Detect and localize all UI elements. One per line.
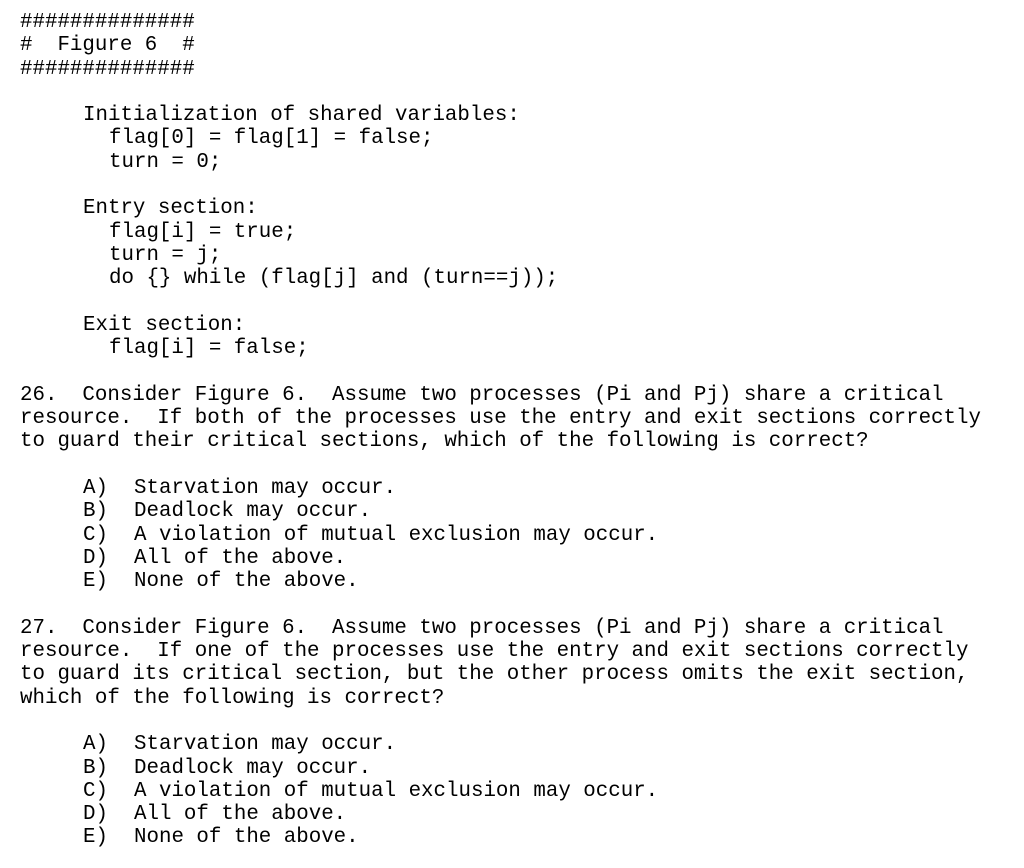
question-text: resource. If both of the processes use the entry and exit sections correctly xyxy=(20,407,981,431)
option-letter: D) xyxy=(83,803,108,827)
option-letter: E) xyxy=(83,570,108,594)
code-line: do {} while (flag[j] and (turn==j)); xyxy=(109,267,559,291)
figure-header-border-top: ############## xyxy=(20,11,195,34)
option-text: Deadlock may occur. xyxy=(134,500,372,524)
option-letter: B) xyxy=(83,756,108,780)
answer-option xyxy=(20,524,1024,547)
answer-option xyxy=(20,826,1024,849)
option-text: A violation of mutual exclusion may occur. xyxy=(134,523,659,547)
question-27 xyxy=(20,617,1024,850)
option-text: Starvation may occur. xyxy=(134,476,397,500)
init-heading: Initialization of shared variables: xyxy=(83,104,520,128)
option-text: Starvation may occur. xyxy=(134,733,397,757)
answer-option xyxy=(20,733,1024,756)
figure-header xyxy=(20,11,1024,81)
answer-option xyxy=(20,780,1024,803)
option-text: None of the above. xyxy=(134,826,359,850)
option-letter: A) xyxy=(83,476,108,500)
code-line: turn = 0; xyxy=(109,150,222,174)
question-text: to guard its critical section, but the other process omits the exit section, xyxy=(20,663,969,687)
answer-option xyxy=(20,570,1024,593)
question-26 xyxy=(20,384,1024,594)
option-letter: E) xyxy=(83,826,108,850)
code-line: flag[0] = flag[1] = false; xyxy=(109,127,434,151)
answer-option xyxy=(20,500,1024,523)
exit-heading: Exit section: xyxy=(83,313,246,337)
option-text: Deadlock may occur. xyxy=(134,756,372,780)
entry-heading: Entry section: xyxy=(83,197,258,221)
option-text: All of the above. xyxy=(134,546,347,570)
code-line: flag[i] = true; xyxy=(109,220,297,244)
option-text: A violation of mutual exclusion may occur. xyxy=(134,779,659,803)
option-letter: A) xyxy=(83,733,108,757)
answer-option xyxy=(20,803,1024,826)
question-text: resource. If one of the processes use the entry and exit sections correctly xyxy=(20,640,969,664)
question-text: 27. Consider Figure 6. Assume two processes (Pi and Pj) share a critical xyxy=(20,616,944,640)
option-letter: C) xyxy=(83,523,108,547)
option-text: None of the above. xyxy=(134,570,359,594)
answer-option xyxy=(20,757,1024,780)
question-text: which of the following is correct? xyxy=(20,686,445,710)
figure-title: # Figure 6 # xyxy=(20,34,195,58)
question-text: to guard their critical sections, which of the following is correct? xyxy=(20,430,869,454)
option-letter: B) xyxy=(83,500,108,524)
question-text: 26. Consider Figure 6. Assume two processes (Pi and Pj) share a critical xyxy=(20,383,944,407)
code-line: flag[i] = false; xyxy=(109,337,309,361)
option-letter: C) xyxy=(83,779,108,803)
figure-header-border-bottom: ############## xyxy=(20,57,195,81)
option-letter: D) xyxy=(83,546,108,570)
figure-code xyxy=(20,104,1024,360)
answer-option xyxy=(20,477,1024,500)
code-line: turn = j; xyxy=(109,243,222,267)
option-text: All of the above. xyxy=(134,803,347,827)
answer-option xyxy=(20,547,1024,570)
